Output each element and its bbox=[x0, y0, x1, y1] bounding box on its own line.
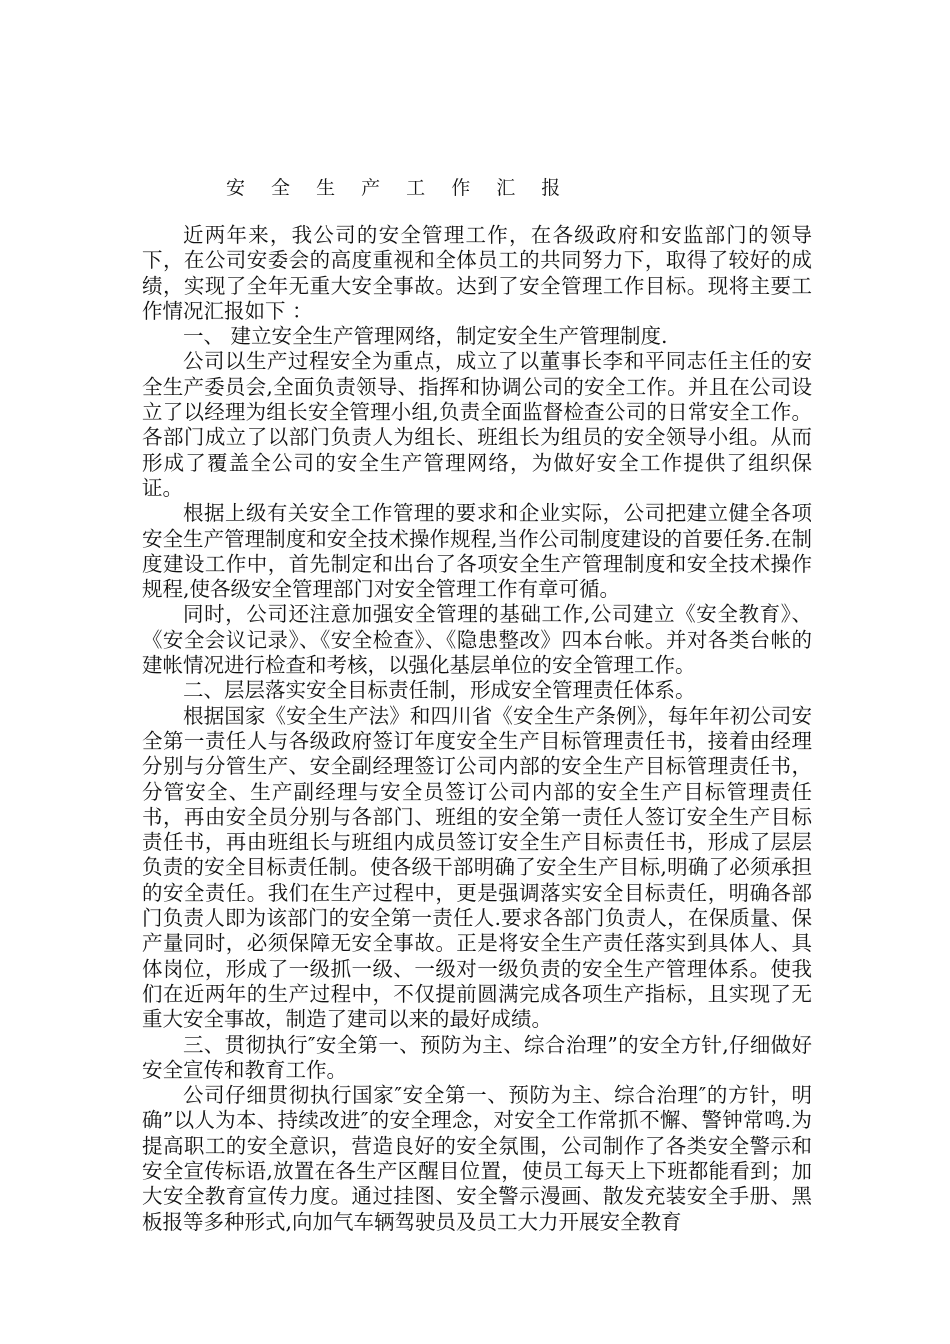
paragraph: 根据上级有关安全工作管理的要求和企业实际，公司把建立健全各项安全生产管理制度和安全技术操作规程,当作公司制度建设的首要任务.在制度建设工作中，首先制定和出台了各项安全生产管理制度和安全技术操作规程,使各级安全管理部门对安全管理工作有章可循。 bbox=[142, 501, 812, 602]
paragraph: 根据国家《安全生产法》和四川省《安全生产条例》，每年年初公司安全第一责任人与各级政府签订年度安全生产目标管理责任书，接着由经理分别与分管生产、安全副经理签订公司内部的安全生产目标管理责任书，分管安全、生产副经理与安全员签订公司内部的安全生产目标管理责任书，再由安全员分别与各部门、班组的安全第一责任人签订安全生产目标责任书，再由班组长与班组内成员签订安全生产目标责任书，形成了层层负责的安全目标责任制。使各级干部明确了安全生产目标,明确了必须承担的安全责任。我们在生产过程中，更是强调落实安全目标责任，明确各部门负责人即为该部门的安全第一责任人.要求各部门负责人，在保质量、保产量同时，必须保障无安全事故。正是将安全生产责任落实到具体人、具体岗位，形成了一级抓一级、一级对一级负责的安全生产管理体系。使我们在近两年的生产过程中，不仅提前圆满完成各项生产指标，且实现了无重大安全事故，制造了建司以来的最好成绩。 bbox=[142, 703, 812, 1032]
section-heading-3: 三、贯彻执行″安全第一、预防为主、综合治理”的安全方针,仔细做好安全宣传和教育工作。 bbox=[142, 1032, 812, 1082]
paragraph: 同时，公司还注意加强安全管理的基础工作,公司建立《安全教育》、《安全会议记录》、《安全检查》、《隐患整改》四本台帐。并对各类台帐的建帐情况进行检查和考核，以强化基层单位的安全管理工作。 bbox=[142, 602, 812, 678]
paragraph: 公司以生产过程安全为重点，成立了以董事长李和平同志任主任的安全生产委员会,全面负责领导、指挥和协调公司的安全工作。并且在公司设立了以经理为组长安全管理小组,负责全面监督检查公司的日常安全工作。各部门成立了以部门负责人为组长、班组长为组员的安全领导小组。从而形成了覆盖全公司的安全生产管理网络，为做好安全工作提供了组织保证。 bbox=[142, 349, 812, 500]
document-title: 安 全 生 产 工 作 汇 报 bbox=[226, 177, 571, 199]
paragraph: 公司仔细贯彻执行国家″安全第一、预防为主、综合治理″的方针，明确”以人为本、持续改进″的安全理念，对安全工作常抓不懈、警钟常鸣.为提高职工的安全意识，营造良好的安全氛围，公司制作了各类安全警示和安全宣传标语,放置在各生产区醒目位置，使员工每天上下班都能看到；加大安全教育宣传力度。通过挂图、安全警示漫画、散发充装安全手册、黑板报等多种形式,向加气车辆驾驶员及员工大力开展安全教育 bbox=[142, 1083, 812, 1234]
section-heading-2: 二、层层落实安全目标责任制，形成安全管理责任体系。 bbox=[183, 678, 696, 703]
paragraph-intro: 近两年来，我公司的安全管理工作，在各级政府和安监部门的领导下，在公司安委会的高度重视和全体员工的共同努力下，取得了较好的成绩，实现了全年无重大安全事故。达到了安全管理工作目标。现将主要工作情况汇报如下 ： bbox=[142, 223, 812, 323]
section-heading-1: 一、 建立安全生产管理网络，制定安全生产管理制度. bbox=[183, 324, 668, 349]
document-body bbox=[142, 223, 812, 1235]
